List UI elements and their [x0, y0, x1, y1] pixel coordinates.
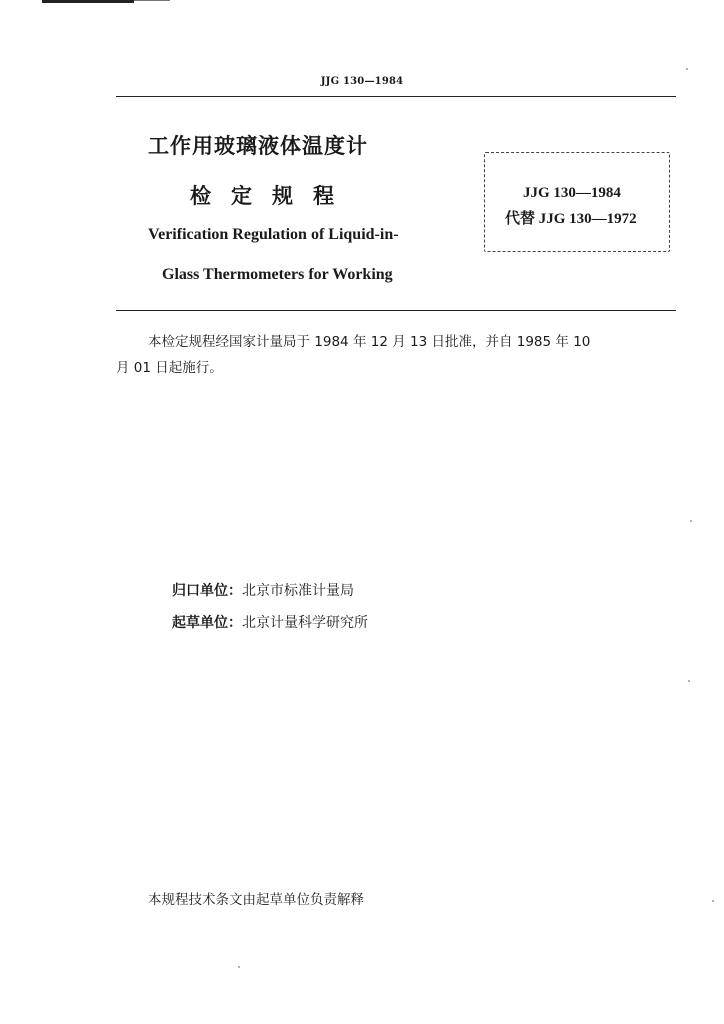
- responsible-unit-value: 北京市标准计量局: [242, 583, 354, 599]
- footer-note: 本规程技术条文由起草单位负责解释: [148, 892, 364, 908]
- running-head: JJG 130—1984: [320, 76, 404, 87]
- header-rule: [116, 96, 676, 97]
- scan-speck: [712, 900, 714, 902]
- subtitle-chinese: 检定规程: [190, 184, 354, 208]
- title-english-line1: Verification Regulation of Liquid-in-: [148, 226, 399, 243]
- title-english-line2: Glass Thermometers for Working: [162, 266, 393, 283]
- drafting-unit-value: 北京计量科学研究所: [242, 615, 368, 631]
- responsible-unit-label: 归口单位：: [172, 583, 242, 599]
- approval-text-line1: 本检定规程经国家计量局于 1984 年 12 月 13 日批准，并自 1985 年 10: [148, 334, 591, 350]
- scan-edge-mark-thin: [134, 0, 170, 1]
- title-rule: [116, 310, 676, 311]
- scan-speck: [686, 68, 688, 70]
- standard-code: JJG 130—1984: [523, 185, 621, 201]
- replaced-standard-code: 代替 JJG 130—1972: [505, 211, 637, 227]
- approval-text-line2: 月 01 日起施行。: [116, 360, 223, 376]
- scan-speck: [690, 520, 692, 522]
- drafting-unit-label: 起草单位：: [172, 615, 242, 631]
- title-chinese: 工作用玻璃液体温度计: [148, 134, 368, 158]
- scan-speck: [238, 966, 240, 968]
- scan-edge-mark: [42, 0, 134, 3]
- scan-speck: [688, 680, 690, 682]
- responsible-unit-row: [172, 580, 354, 600]
- standard-code-box: [484, 152, 670, 252]
- drafting-unit-row: [172, 612, 368, 632]
